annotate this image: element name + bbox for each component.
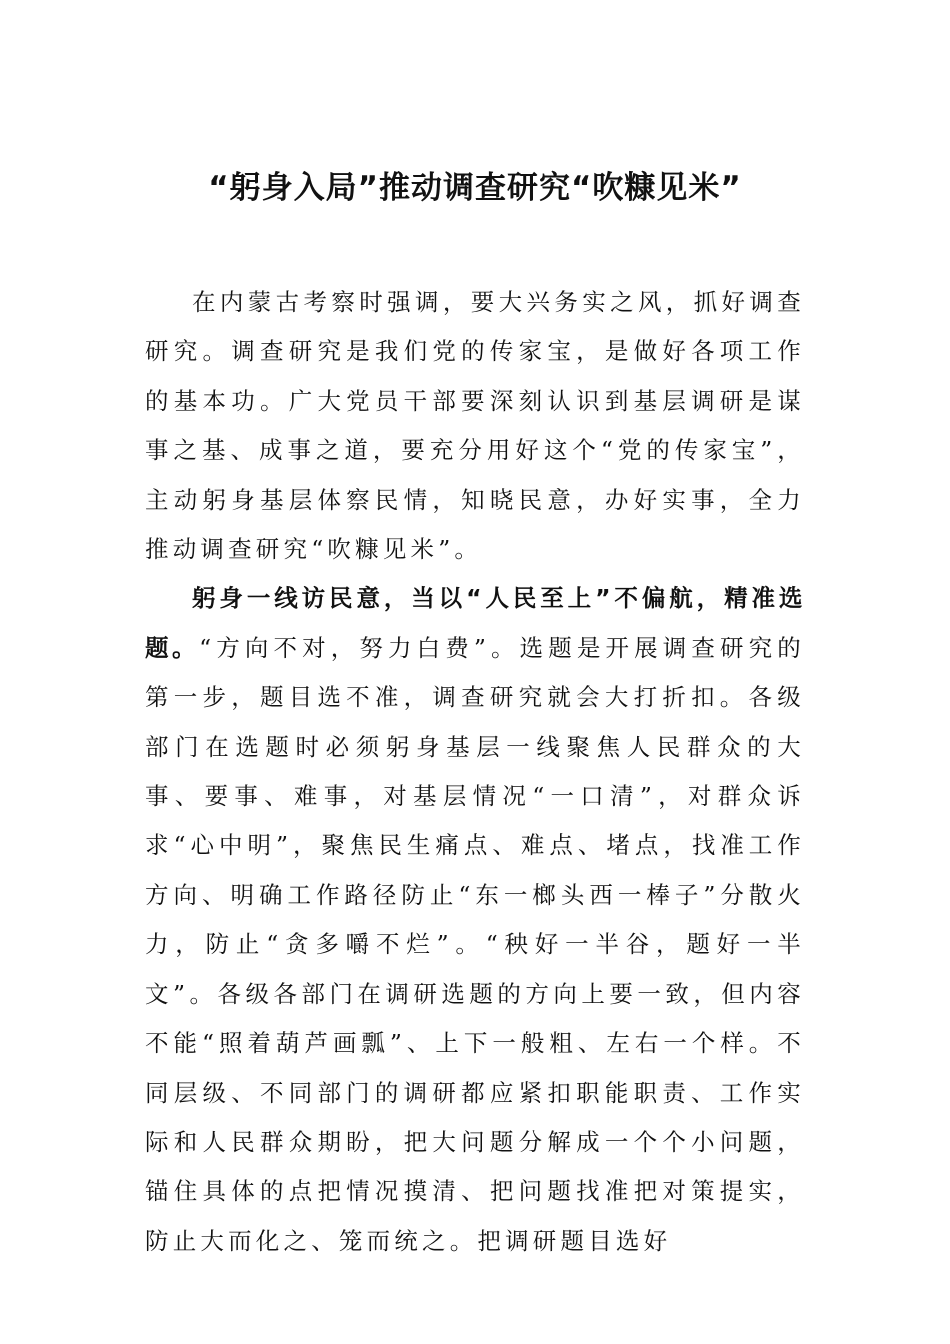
paragraph-section-one — [145, 574, 805, 1266]
paragraph-intro-text: 在内蒙古考察时强调，要大兴务实之风，抓好调查研究。调查研究是我们党的传家宝，是做好各项工作的基本功。广大党员干部要深刻认识到基层调研是谋事之基、成事之道，要充分用好这个“党的传家宝”，主动躬身基层体察民情，知晓民意，办好实事，全力推动调查研究“吹糠见米”。 — [145, 288, 805, 564]
paragraph-intro — [145, 278, 805, 574]
paragraph-section-one-heading: 躬身一线访民意，当以“人民至上”不偏航，精准选题。 — [145, 584, 805, 662]
paragraph-section-one-text: “方向不对，努力白费”。选题是开展调查研究的第一步，题目选不准，调查研究就会大打折扣。各级部门在选题时必须躬身基层一线聚焦人民群众的大事、要事、难事，对基层情况“一口清”，对群众诉求“心中明”，聚焦民生痛点、难点、堵点，找准工作方向、明确工作路径防止“东一榔头西一棒子”分散火力，防止“贪多嚼不烂”。“秧好一半谷，题好一半文”。各级各部门在调研选题的方向上要一致，但内容不能“照着葫芦画瓢”、上下一般粗、左右一个样。不同层级、不同部门的调研都应紧扣职能职责、工作实际和人民群众期盼，把大问题分解成一个个小问题，锚住具体的点把情况摸清、把问题找准把对策提实，防止大而化之、笼而统之。把调研题目选好 — [145, 633, 805, 1255]
document-title: “躬身入局”推动调查研究“吹糠见米” — [208, 170, 742, 206]
document-body — [145, 278, 805, 1266]
